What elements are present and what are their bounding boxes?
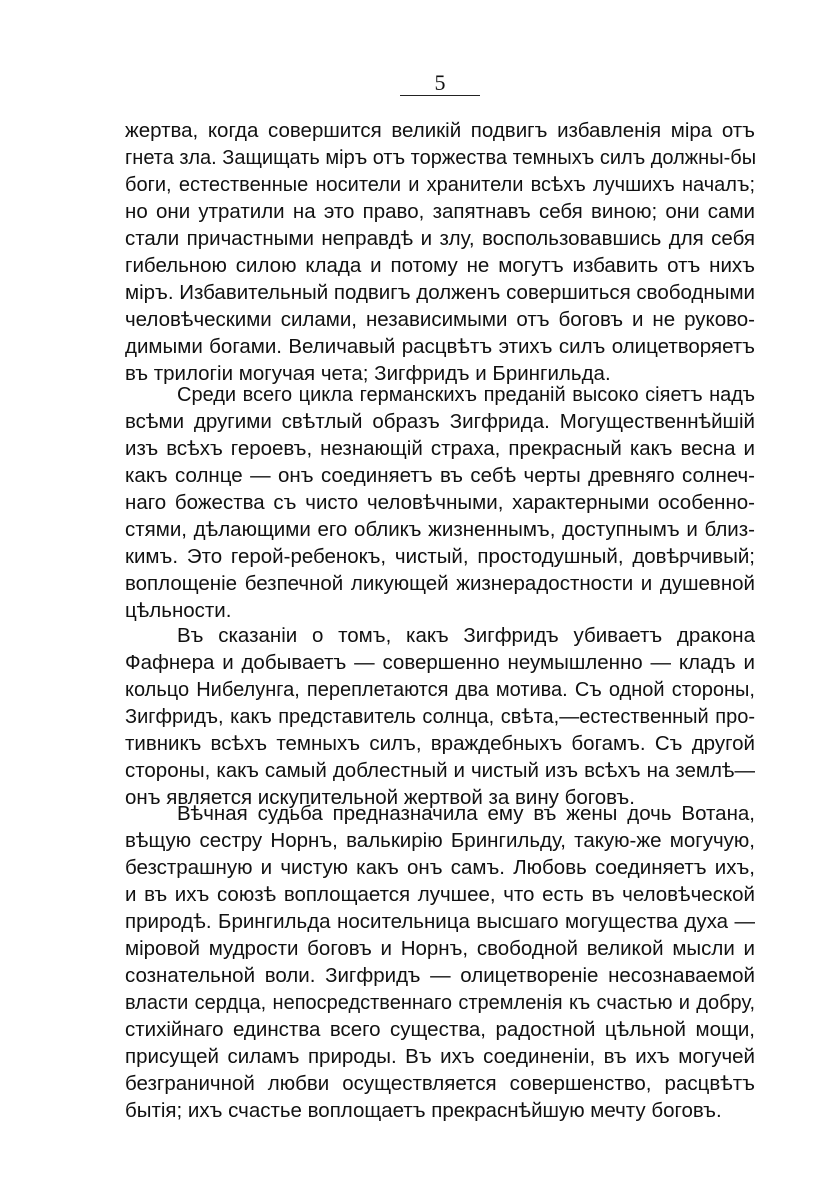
text-line: но они утратили на это право, запятнавъ себя виною; они сами — [125, 200, 755, 223]
text-line: боги, естественные носители и хранители всѣхъ лучшихъ началъ; — [125, 174, 755, 196]
text-line: жертва, когда совершится великій подвигъ избавленія міра отъ — [125, 119, 755, 142]
text-line: стали причастными неправдѣ и злу, воспользовавшись для себя — [125, 227, 755, 250]
text-line: стороны, какъ самый доблестный и чистый изъ всѣхъ на землѣ— — [125, 759, 755, 782]
text-line: Въ сказаніи о томъ, какъ Зигфридъ убиваетъ дракона — [177, 624, 755, 647]
text-line: изъ всѣхъ героевъ, незнающій страха, прекрасный какъ весна и — [125, 437, 755, 460]
text-line: Среди всего цикла германскихъ преданій высоко сіяетъ надъ — [177, 384, 755, 406]
text-line: стихійнаго единства всего существа, радостной цѣльной мощи, — [125, 1018, 755, 1041]
text-line: гибельною силою клада и потому не могутъ избавить отъ нихъ — [125, 254, 755, 277]
text-line: присущей силамъ природы. Въ ихъ соединеніи, въ ихъ могучей — [125, 1045, 755, 1068]
page-number-rule — [400, 95, 480, 96]
text-line: гнета зла. Защищать міръ отъ торжества темныхъ силъ должны-бы — [125, 147, 757, 169]
text-line: человѣческими силами, независимыми отъ боговъ и не руково- — [125, 308, 755, 331]
text-line: наго божества съ чисто человѣчными, характерными особенно- — [125, 491, 755, 514]
text-line: кимъ. Это герой-ребенокъ, чистый, простодушный, довѣрчивый; — [125, 545, 755, 568]
text-line: вѣщую сестру Норнъ, валькирію Брингильду, такую-же могучую, — [125, 829, 755, 852]
text-line: безстрашную и чистую какъ онъ самъ. Любовь соединяетъ ихъ, — [125, 856, 755, 879]
text-line: какъ солнце — онъ соединяетъ въ себѣ черты древняго солнеч- — [125, 464, 755, 487]
text-line: безграничной любви осуществляется совершенство, расцвѣтъ — [125, 1072, 755, 1095]
text-line: онъ является искупительной жертвой за вину боговъ. — [125, 786, 635, 809]
text-line: власти сердца, непосредственнаго стремленія къ счастью и добру, — [125, 992, 755, 1014]
text-line: Зигфридъ, какъ представитель солнца, свѣта,—естественный про- — [125, 706, 755, 728]
text-line: кольцо Нибелунга, переплетаются два мотива. Съ одной стороны, — [125, 679, 755, 701]
text-line: стями, дѣлающими его обликъ жизненнымъ, доступнымъ и близ- — [125, 518, 755, 541]
page-number: 5 — [434, 70, 446, 95]
text-line: міръ. Избавительный подвигъ долженъ совершиться свободными — [125, 281, 755, 304]
text-line: всѣми другими свѣтлый образъ Зигфрида. Могущественнѣйшій — [125, 410, 755, 433]
text-line: сознательной воли. Зигфридъ — олицетвореніе несознаваемой — [125, 964, 755, 987]
text-line: бытія; ихъ счастье воплощаетъ прекраснѣйшую мечту боговъ. — [125, 1099, 722, 1122]
text-line: Вѣчная судьба предназначила ему въ жены дочь Вотана, — [177, 802, 755, 825]
text-line: Фафнера и добываетъ — совершенно неумышленно — кладъ и — [125, 651, 755, 674]
text-line: димыми богами. Величавый расцвѣтъ этихъ силъ олицетворяетъ — [125, 335, 755, 358]
text-line: цѣльности. — [125, 599, 232, 622]
text-line: воплощеніе безпечной ликующей жизнерадостности и душевной — [125, 572, 755, 595]
text-line: тивникъ всѣхъ темныхъ силъ, враждебныхъ богамъ. Съ другой — [125, 732, 755, 755]
text-line: въ трилогіи могучая чета; Зигфридъ и Брингильда. — [125, 362, 611, 385]
text-line: природѣ. Брингильда носительница высшаго могущества духа — — [125, 910, 755, 933]
text-line: міровой мудрости боговъ и Норнъ, свободной великой мысли и — [125, 937, 755, 960]
text-line: и въ ихъ союзѣ воплощается лучшее, что есть въ человѣческой — [125, 883, 755, 906]
